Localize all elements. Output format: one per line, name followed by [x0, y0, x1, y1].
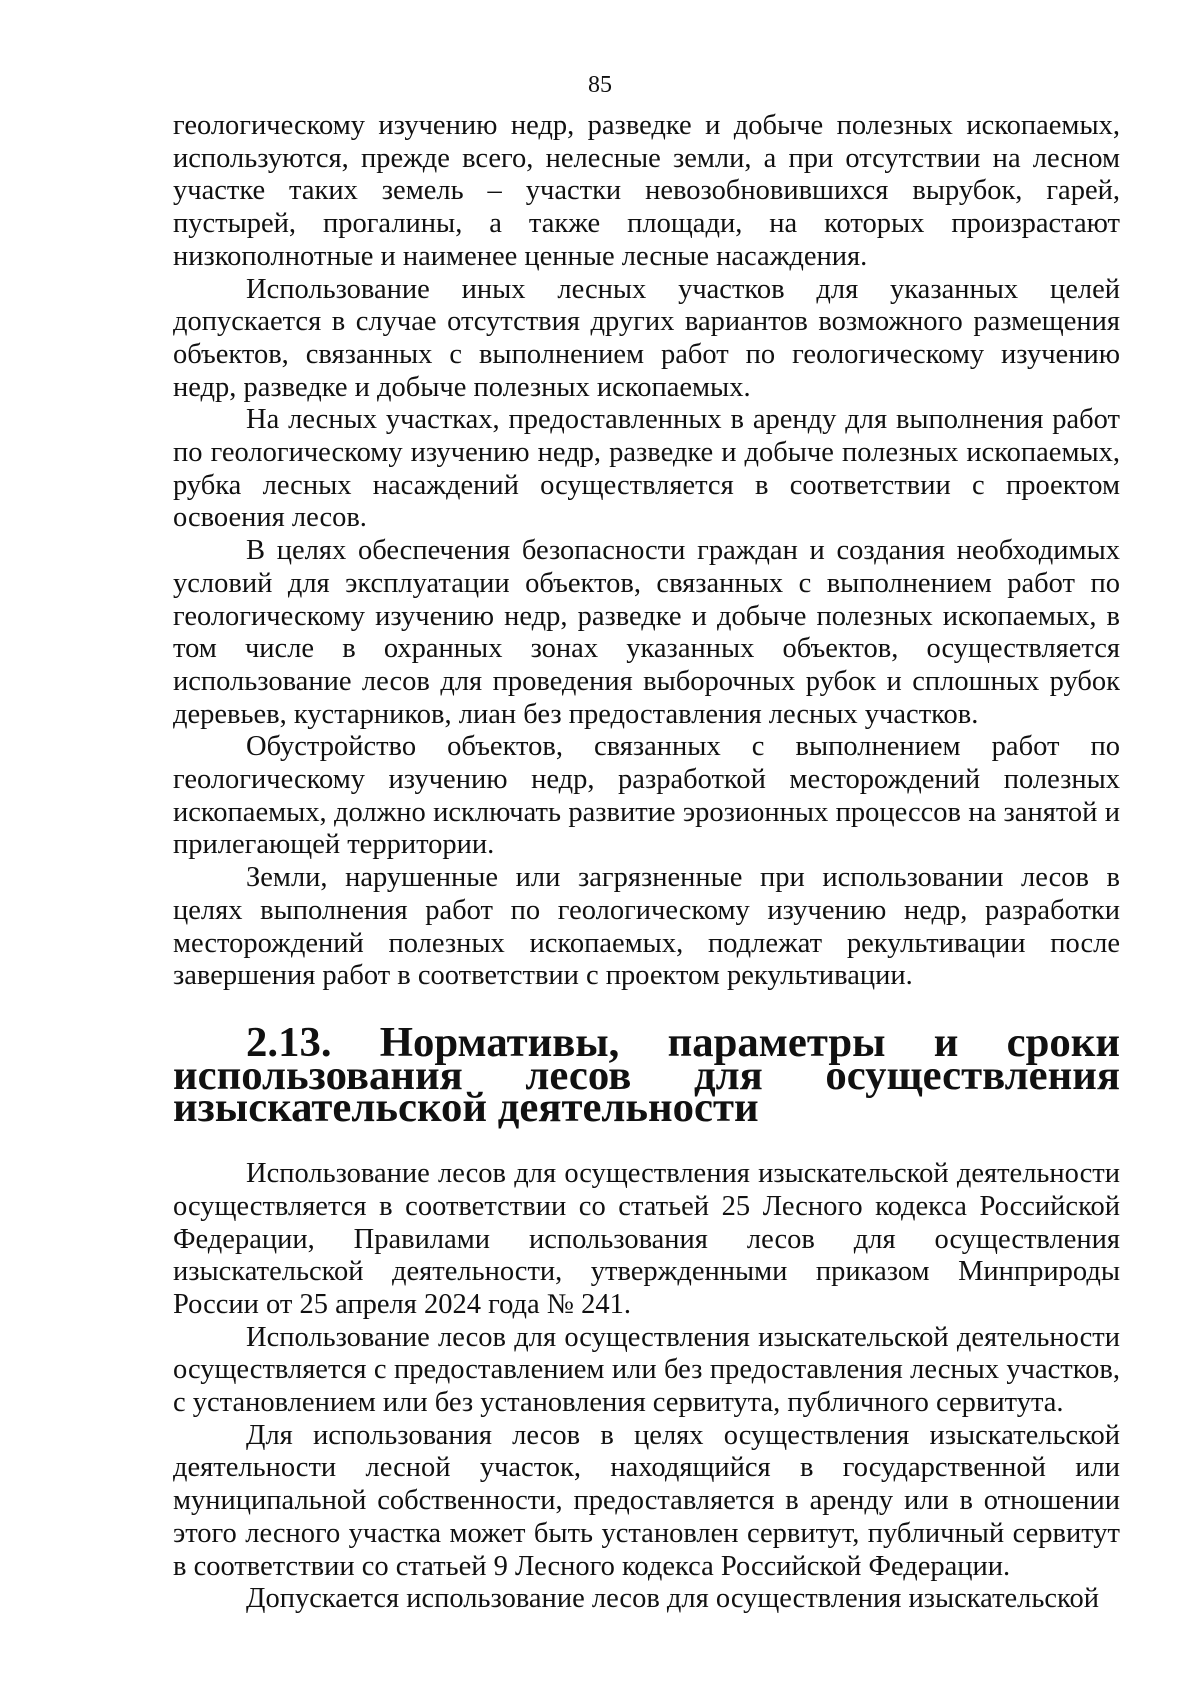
paragraph: Использование лесов для осуществления изыскательской деятельности осуществляется с предоставлением или без предоставления лесных участков, с установлением или без установления сервитута, публичного сервитута. [173, 1321, 1120, 1419]
paragraph: Использование лесов для осуществления изыскательской деятельности осуществляется в соответствии со статьей 25 Лесного кодекса Российской Федерации, Правилами использования лесов для осуществления изыскательской деятельности, утвержденными приказом Минприроды России от 25 апреля 2024 года № 241. [173, 1158, 1120, 1320]
section-heading: 2.13. Нормативы, параметры и сроки использования лесов для осуществления изыскательской деятельности [173, 1018, 1120, 1132]
paragraph: Обустройство объектов, связанных с выполнением работ по геологическому изучению недр, разработкой месторождений полезных ископаемых, должно исключать развитие эрозионных процессов на занятой и прилегающей территории. [173, 731, 1120, 861]
document-body [173, 110, 1120, 1616]
paragraph: Использование иных лесных участков для указанных целей допускается в случае отсутствия других вариантов возможного размещения объектов, связанных с выполнением работ по геологическому изучению недр, разведке и добыче полезных ископаемых. [173, 273, 1120, 403]
paragraph: В целях обеспечения безопасности граждан и создания необходимых условий для эксплуатации объектов, связанных с выполнением работ по геологическому изучению недр, разведке и добыче полезных ископаемых, в том числе в охранных зонах указанных объектов, осуществляется использование лесов для проведения выборочных рубок и сплошных рубок деревьев, кустарников, лиан без предоставления лесных участков. [173, 535, 1120, 730]
paragraph: На лесных участках, предоставленных в аренду для выполнения работ по геологическому изучению недр, разведке и добыче полезных ископаемых, рубка лесных насаждений осуществляется в соответствии с проектом освоения лесов. [173, 404, 1120, 534]
paragraph: Земли, нарушенные или загрязненные при использовании лесов в целях выполнения работ по геологическому изучению недр, разработки месторождений полезных ископаемых, подлежат рекультивации после завершения работ в соответствии с проектом рекультивации. [173, 862, 1120, 992]
page-number: 85 [588, 72, 612, 98]
paragraph: Для использования лесов в целях осуществления изыскательской деятельности лесной участок, находящийся в государственной или муниципальной собственности, предоставляется в аренду или в отношении этого лесного участка может быть установлен сервитут, публичный сервитут в соответствии со статьей 9 Лесного кодекса Российской Федерации. [173, 1419, 1120, 1582]
paragraph-truncated: Допускается использование лесов для осуществления изыскательской [246, 1583, 1099, 1615]
paragraph-continuation: геологическому изучению недр, разведке и добыче полезных ископаемых, используются, прежде всего, нелесные земли, а при отсутствии на лесном участке таких земель – участки невозобновившихся вырубок, гарей, пустырей, прогалины, а также площади, на которых произрастают низкополнотные и наименее ценные лесные насаждения. [173, 110, 1120, 272]
